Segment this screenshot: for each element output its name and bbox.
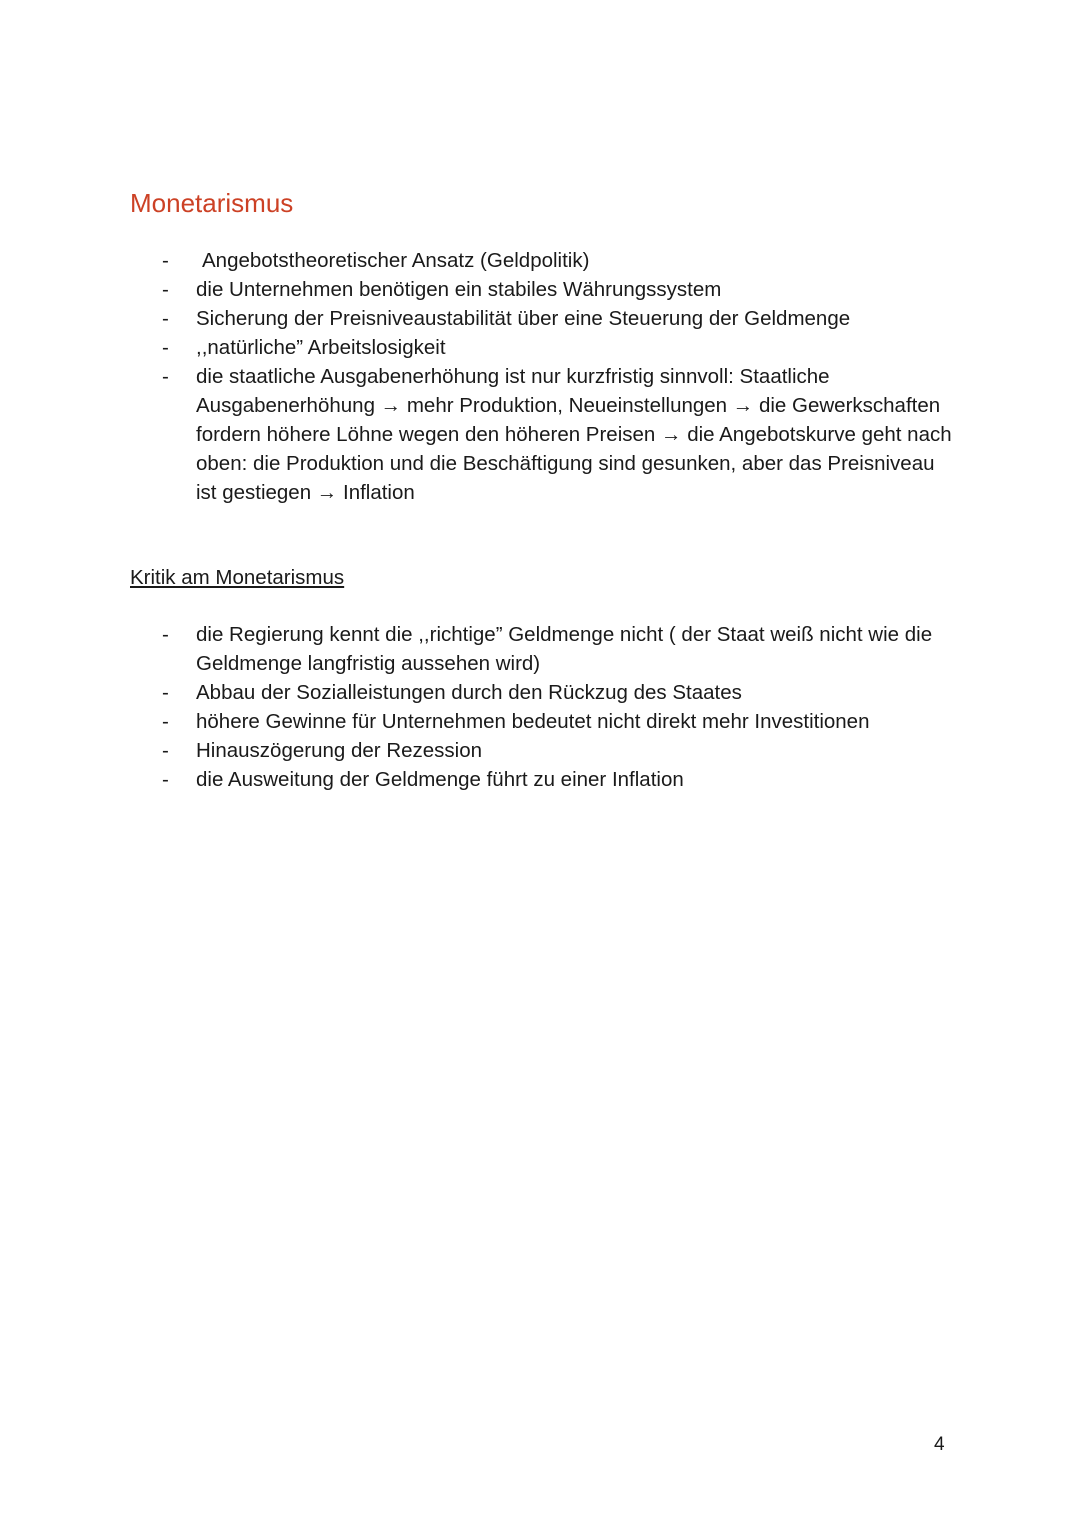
bullet-dash: - bbox=[162, 739, 169, 762]
monetarismus-list bbox=[0, 246, 1080, 507]
page-number: 4 bbox=[934, 1434, 945, 1455]
list-item-text: die staatliche Ausgabenerhöhung ist nur kurzfristig sinnvoll: Staatliche Ausgabenerhöhung → mehr Produktion, Neueinstellungen → die Gewerkschaften fordern höhere Löhne wegen den höheren Preisen → die Angebotskurve geht nach oben: die Produktion und die Beschäftigung sind gesunken, aber das Preisniveau ist gestiegen → Inflation bbox=[196, 365, 952, 504]
section-subtitle: Kritik am Monetarismus bbox=[130, 566, 345, 589]
bullet-dash: - bbox=[162, 336, 169, 359]
bullet-dash: - bbox=[162, 623, 169, 646]
page-title: Monetarismus bbox=[130, 188, 294, 218]
kritik-list bbox=[0, 620, 1080, 794]
list-item-text: Sicherung der Preisniveaustabilität über eine Steuerung der Geldmenge bbox=[196, 307, 851, 330]
list-item bbox=[0, 275, 1080, 304]
list-item-text: die Ausweitung der Geldmenge führt zu einer Inflation bbox=[196, 768, 684, 791]
list-item bbox=[0, 304, 1080, 333]
bullet-dash: - bbox=[162, 365, 169, 388]
bullet-dash: - bbox=[162, 249, 169, 272]
list-item bbox=[0, 333, 1080, 362]
list-item-text: Angebotstheoretischer Ansatz (Geldpolitik) bbox=[202, 249, 590, 272]
list-item bbox=[0, 707, 1080, 736]
list-item-text: die Unternehmen benötigen ein stabiles Währungssystem bbox=[196, 278, 722, 301]
list-item bbox=[0, 620, 1080, 678]
list-item bbox=[0, 736, 1080, 765]
bullet-dash: - bbox=[162, 278, 169, 301]
list-item bbox=[0, 678, 1080, 707]
bullet-dash: - bbox=[162, 768, 169, 791]
list-item-text: Abbau der Sozialleistungen durch den Rückzug des Staates bbox=[196, 681, 742, 704]
list-item-text: Hinauszögerung der Rezession bbox=[196, 739, 483, 762]
list-item-text: ,,natürliche” Arbeitslosigkeit bbox=[196, 336, 446, 359]
list-item-text: die Regierung kennt die ,,richtige” Geldmenge nicht ( der Staat weiß nicht wie die Geldmenge langfristig aussehen wird) bbox=[196, 623, 933, 675]
bullet-dash: - bbox=[162, 307, 169, 330]
bullet-dash: - bbox=[162, 681, 169, 704]
list-item bbox=[0, 765, 1080, 794]
list-item-text: höhere Gewinne für Unternehmen bedeutet nicht direkt mehr Investitionen bbox=[196, 710, 870, 733]
list-item bbox=[0, 362, 1080, 507]
bullet-dash: - bbox=[162, 710, 169, 733]
list-item bbox=[0, 246, 1080, 275]
